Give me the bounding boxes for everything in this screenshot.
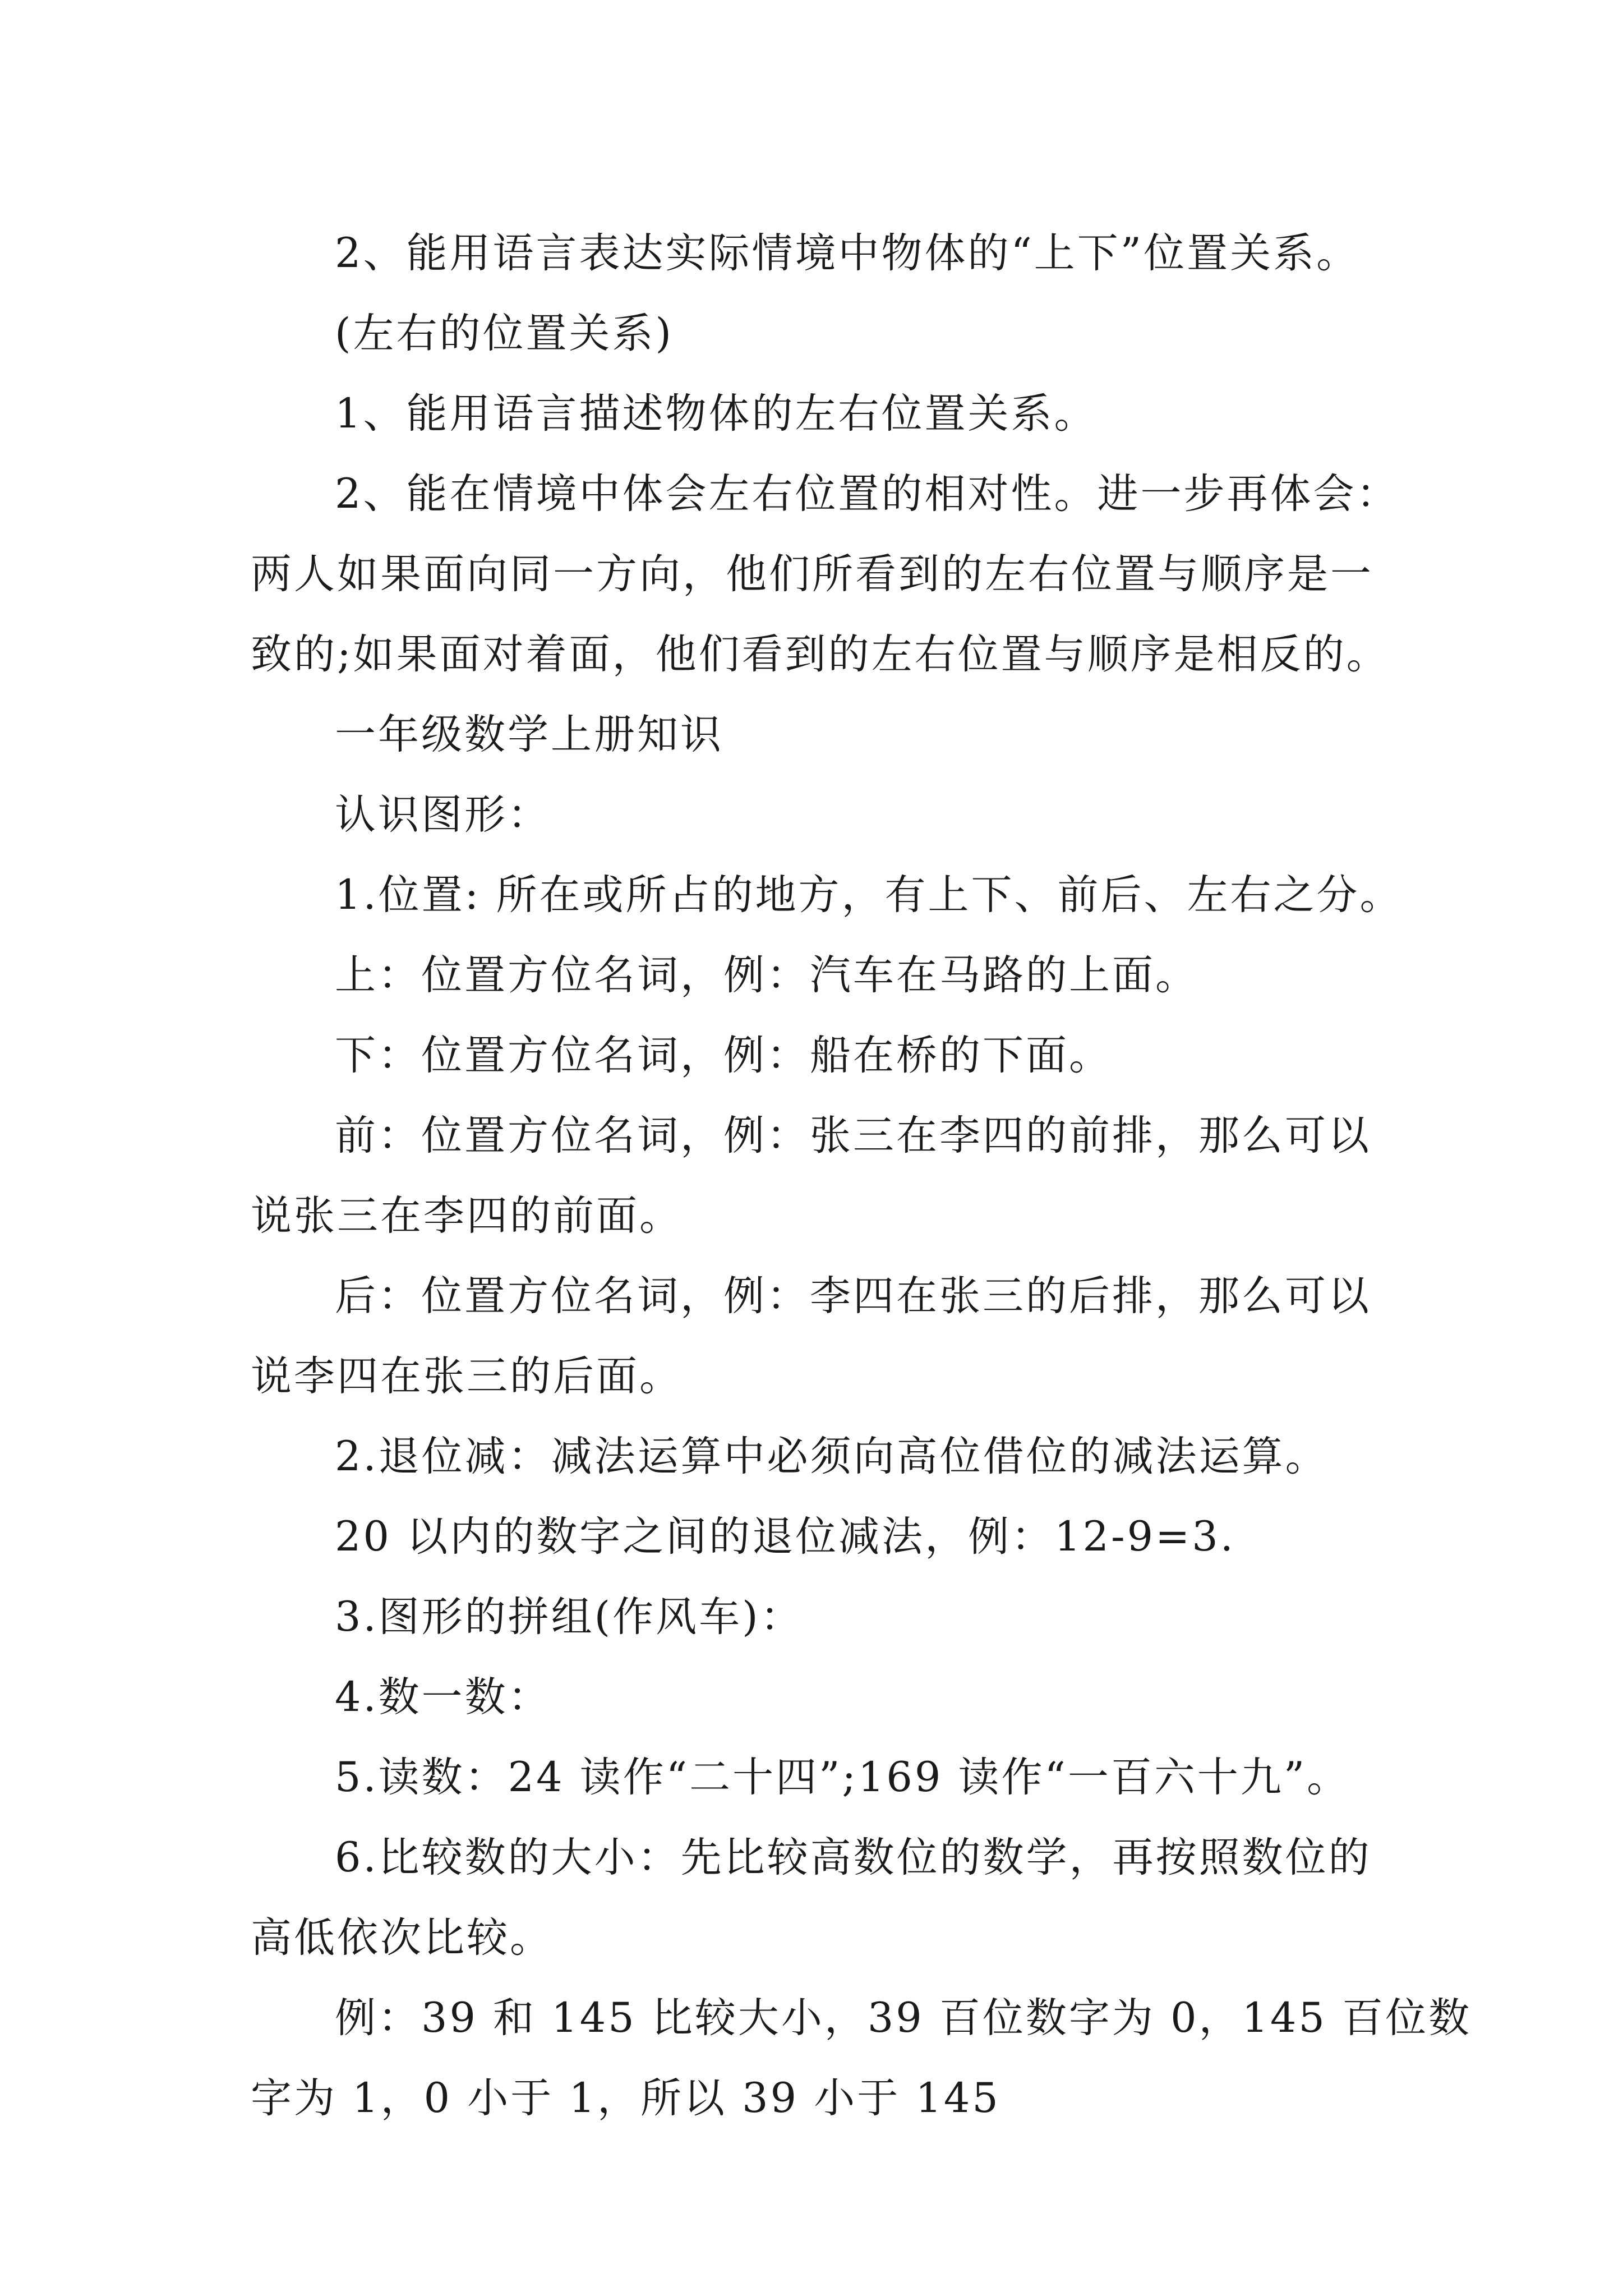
- paragraph-line: 后：位置方位名词，例：李四在张三的后排，那么可以: [335, 1272, 1371, 1320]
- paragraph-line: 致的;如果面对着面，他们看到的左右位置与顺序是相反的。: [251, 631, 1390, 678]
- paragraph-line: 高低依次比较。: [251, 1914, 553, 1962]
- document-body: [251, 213, 1472, 2138]
- paragraph-line: 字为 1，0 小于 1，所以 39 小于 145: [251, 2074, 1000, 2122]
- paragraph-line: 4.数一数：: [335, 1673, 551, 1721]
- paragraph-line: 5.读数：24 读作“二十四”;169 读作“一百六十九”。: [335, 1754, 1350, 1801]
- paragraph-line: 2.退位减：减法运算中必须向高位借位的减法运算。: [335, 1433, 1329, 1480]
- paragraph-line: 前：位置方位名词，例：张三在李四的前排，那么可以: [335, 1112, 1371, 1159]
- paragraph-line: 下：位置方位名词，例：船在桥的下面。: [335, 1032, 1112, 1079]
- paragraph-line: 说李四在张三的后面。: [251, 1352, 683, 1400]
- paragraph-line: 说张三在李四的前面。: [251, 1192, 683, 1240]
- paragraph-line: 20 以内的数字之间的退位减法，例：12-9=3.: [335, 1513, 1235, 1561]
- paragraph-line: 3.图形的拼组(作风车)：: [335, 1593, 804, 1641]
- paragraph-line: 认识图形：: [335, 791, 551, 839]
- paragraph-line: 两人如果面向同一方向，他们所看到的左右位置与顺序是一: [251, 550, 1373, 598]
- paragraph-line: 1、能用语言描述物体的左右位置关系。: [335, 390, 1098, 438]
- paragraph-line: 1.位置: 所在或所占的地方，有上下、前后、左右之分。: [335, 871, 1403, 919]
- paragraph-line: (左右的位置关系): [335, 310, 674, 357]
- paragraph-line: 2、能在情境中体会左右位置的相对性。进一步再体会：: [335, 470, 1400, 518]
- paragraph-line: 例：39 和 145 比较大小，39 百位数字为 0，145 百位数: [335, 1994, 1472, 2042]
- paragraph-line: 6.比较数的大小：先比较高数位的数学，再按照数位的: [335, 1834, 1372, 1881]
- section-heading: 一年级数学上册知识: [335, 711, 723, 758]
- paragraph-line: 2、能用语言表达实际情境中物体的“上下”位置关系。: [335, 229, 1360, 277]
- paragraph-line: 上：位置方位名词，例：汽车在马路的上面。: [335, 951, 1198, 999]
